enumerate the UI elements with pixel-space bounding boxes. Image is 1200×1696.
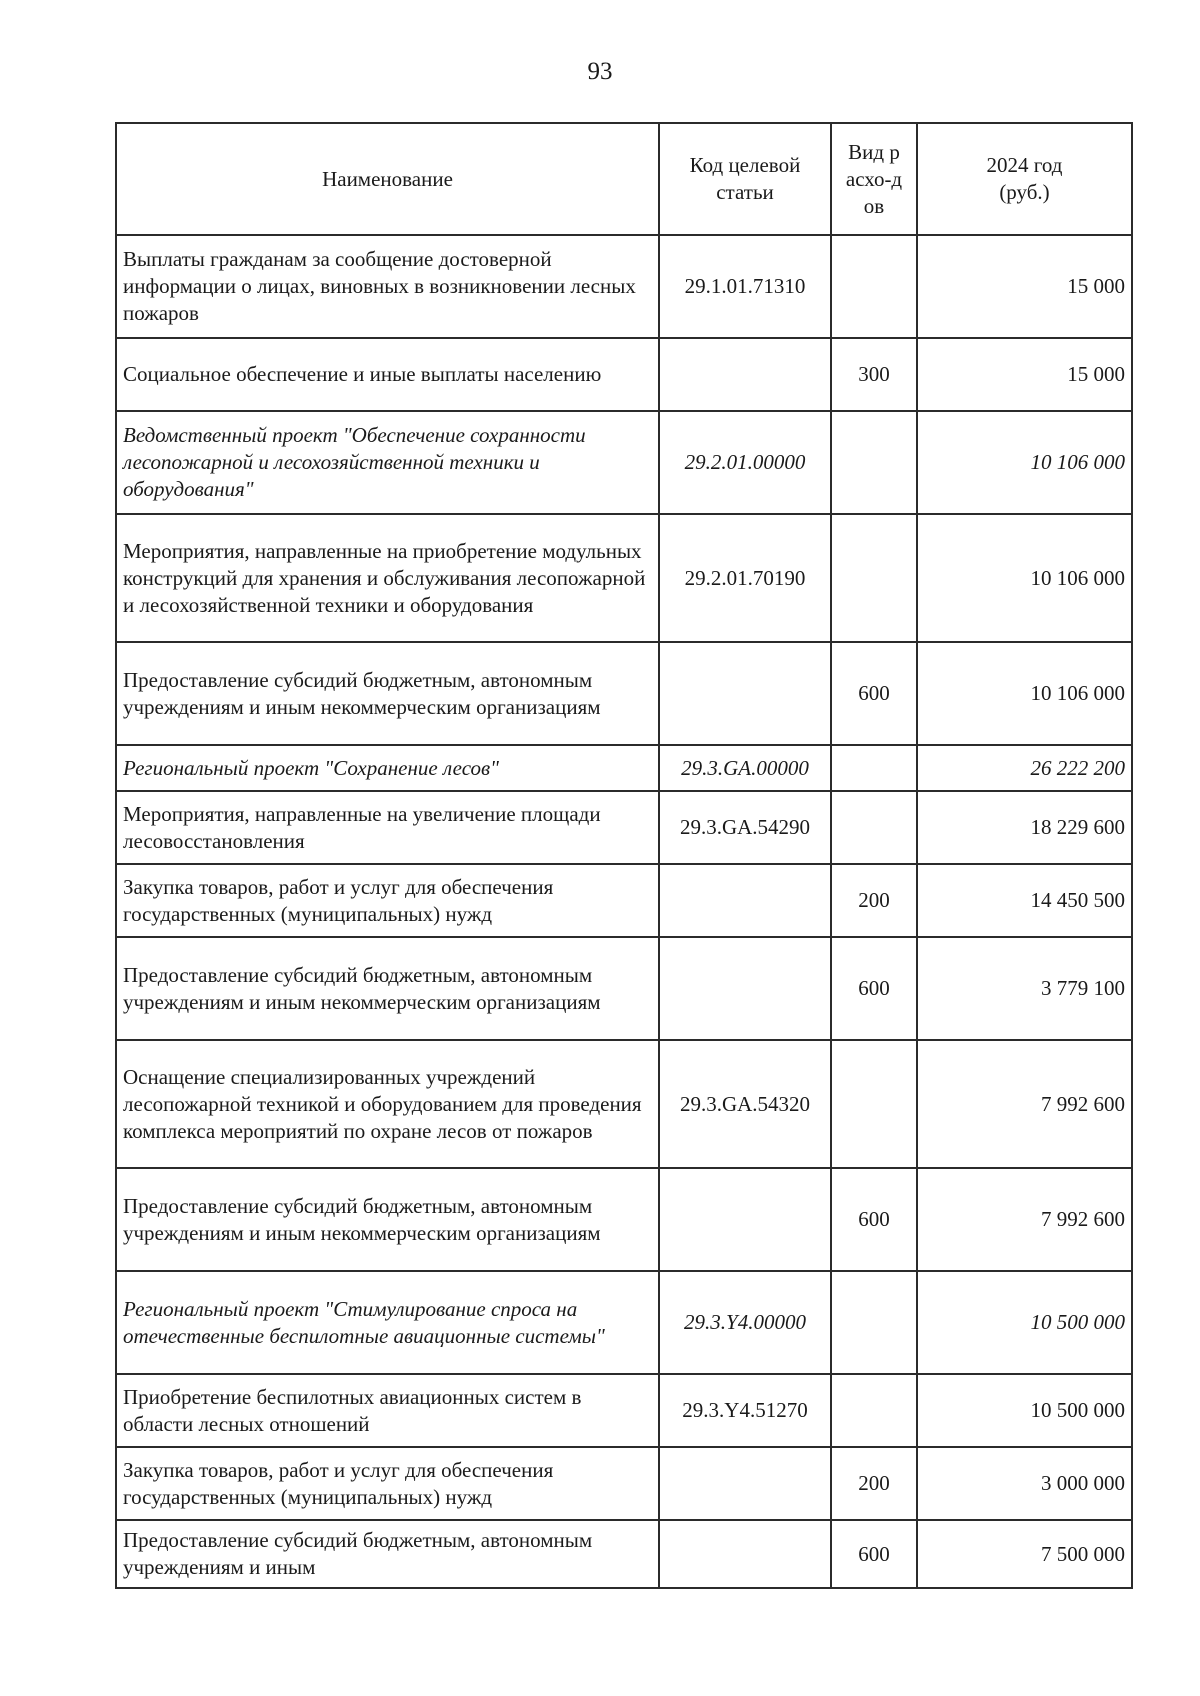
row-sum: 10 500 000 <box>917 1374 1132 1447</box>
table-row <box>116 514 1132 642</box>
row-name: Предоставление субсидий бюджетным, автономным учреждениям и иным <box>116 1520 659 1588</box>
page-number: 93 <box>587 58 613 85</box>
table-row <box>116 1374 1132 1447</box>
table-row <box>116 745 1132 791</box>
table-row <box>116 411 1132 514</box>
row-code: 29.3.GA.00000 <box>659 745 831 791</box>
row-code <box>659 1447 831 1520</box>
row-name: Мероприятия, направленные на приобретение модульных конструкций для хранения и обслуживания лесопожарной и лесохозяйственной техники и оборудования <box>116 514 659 642</box>
row-name: Приобретение беспилотных авиационных систем в области лесных отношений <box>116 1374 659 1447</box>
row-sum: 14 450 500 <box>917 864 1132 937</box>
table-row <box>116 1520 1132 1588</box>
row-kind <box>831 235 917 338</box>
row-code <box>659 338 831 411</box>
row-kind: 600 <box>831 642 917 745</box>
row-name: Социальное обеспечение и иные выплаты населению <box>116 338 659 411</box>
row-kind <box>831 745 917 791</box>
table-row <box>116 1040 1132 1168</box>
row-sum: 18 229 600 <box>917 791 1132 864</box>
table-header-row <box>116 123 1132 235</box>
row-name: Предоставление субсидий бюджетным, автономным учреждениям и иным некоммерческим организациям <box>116 1168 659 1271</box>
row-code: 29.3.Y4.00000 <box>659 1271 831 1374</box>
row-kind: 200 <box>831 864 917 937</box>
row-sum: 10 500 000 <box>917 1271 1132 1374</box>
row-kind: 600 <box>831 1168 917 1271</box>
row-code: 29.2.01.00000 <box>659 411 831 514</box>
header-kind <box>831 123 917 235</box>
header-sum <box>917 123 1132 235</box>
row-sum: 10 106 000 <box>917 411 1132 514</box>
table-row <box>116 791 1132 864</box>
row-code: 29.3.GA.54320 <box>659 1040 831 1168</box>
row-sum: 3 000 000 <box>917 1447 1132 1520</box>
table-row <box>116 642 1132 745</box>
row-kind <box>831 791 917 864</box>
table-row <box>116 1447 1132 1520</box>
row-code: 29.3.GA.54290 <box>659 791 831 864</box>
row-code: 29.2.01.70190 <box>659 514 831 642</box>
row-name: Региональный проект "Сохранение лесов" <box>116 745 659 791</box>
budget-table <box>115 122 1133 1589</box>
row-name: Ведомственный проект "Обеспечение сохранности лесопожарной и лесохозяйственной техники и оборудования" <box>116 411 659 514</box>
row-sum: 15 000 <box>917 338 1132 411</box>
row-code <box>659 1520 831 1588</box>
row-code <box>659 864 831 937</box>
row-name: Мероприятия, направленные на увеличение площади лесовосстановления <box>116 791 659 864</box>
table-row <box>116 1168 1132 1271</box>
row-name: Предоставление субсидий бюджетным, автономным учреждениям и иным некоммерческим организациям <box>116 642 659 745</box>
row-kind <box>831 1271 917 1374</box>
row-kind <box>831 1374 917 1447</box>
table-row <box>116 235 1132 338</box>
row-code: 29.1.01.71310 <box>659 235 831 338</box>
row-name: Закупка товаров, работ и услуг для обеспечения государственных (муниципальных) нужд <box>116 864 659 937</box>
row-code: 29.3.Y4.51270 <box>659 1374 831 1447</box>
header-kind-text: Вид расхо-дов <box>845 139 903 218</box>
row-name: Предоставление субсидий бюджетным, автономным учреждениям и иным некоммерческим организациям <box>116 937 659 1040</box>
row-sum: 7 992 600 <box>917 1040 1132 1168</box>
row-kind: 200 <box>831 1447 917 1520</box>
row-name: Региональный проект "Стимулирование спроса на отечественные беспилотные авиационные системы" <box>116 1271 659 1374</box>
row-kind: 300 <box>831 338 917 411</box>
header-code <box>659 123 831 235</box>
row-code <box>659 937 831 1040</box>
row-sum: 26 222 200 <box>917 745 1132 791</box>
table-row <box>116 338 1132 411</box>
row-code <box>659 1168 831 1271</box>
row-sum: 3 779 100 <box>917 937 1132 1040</box>
row-kind <box>831 514 917 642</box>
row-sum: 7 500 000 <box>917 1520 1132 1588</box>
header-sum-text: 2024 год (руб.) <box>986 153 1063 204</box>
row-code <box>659 642 831 745</box>
header-code-text: Код целевой статьи <box>689 153 801 204</box>
row-sum: 7 992 600 <box>917 1168 1132 1271</box>
row-kind <box>831 411 917 514</box>
header-name: Наименование <box>116 123 659 235</box>
row-name: Оснащение специализированных учреждений лесопожарной техникой и оборудованием для проведения комплекса мероприятий по охране лесов от пожаров <box>116 1040 659 1168</box>
table-row <box>116 864 1132 937</box>
row-name: Выплаты гражданам за сообщение достоверной информации о лицах, виновных в возникновении лесных пожаров <box>116 235 659 338</box>
row-kind: 600 <box>831 937 917 1040</box>
table-row <box>116 1271 1132 1374</box>
row-kind <box>831 1040 917 1168</box>
table-row <box>116 937 1132 1040</box>
row-sum: 15 000 <box>917 235 1132 338</box>
row-name: Закупка товаров, работ и услуг для обеспечения государственных (муниципальных) нужд <box>116 1447 659 1520</box>
row-kind: 600 <box>831 1520 917 1588</box>
row-sum: 10 106 000 <box>917 514 1132 642</box>
row-sum: 10 106 000 <box>917 642 1132 745</box>
